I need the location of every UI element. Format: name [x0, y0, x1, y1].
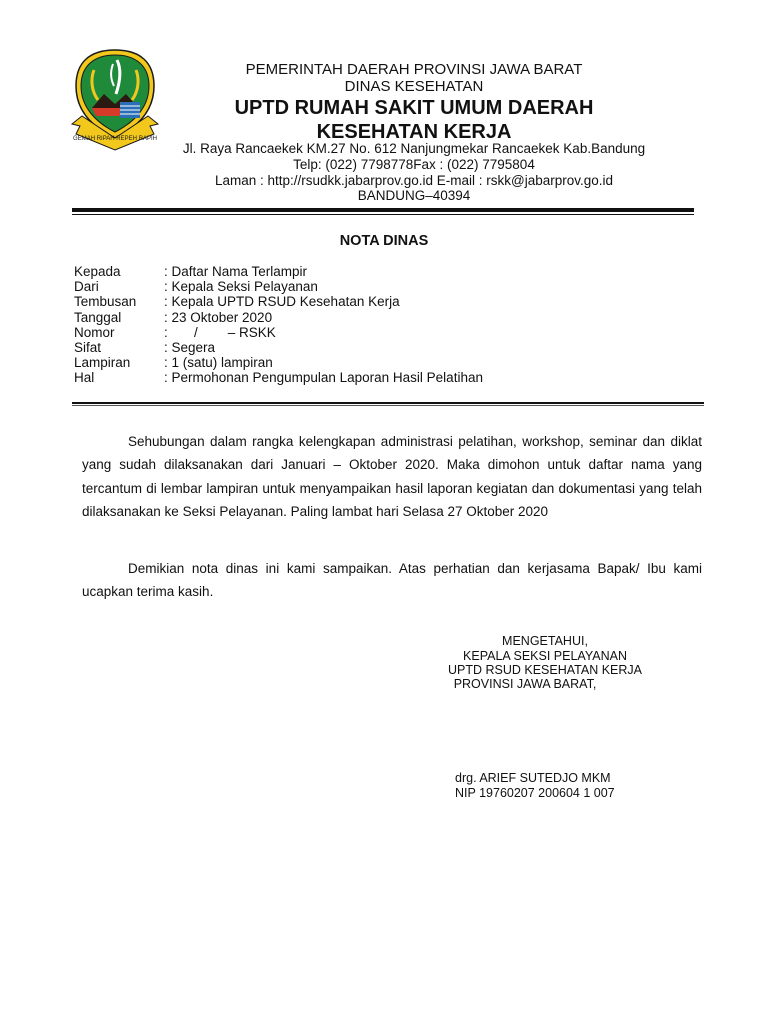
- meta-row-hal: [74, 370, 483, 385]
- body-paragraph-2: [82, 557, 702, 604]
- signatory-nip: NIP 19760207 200604 1 007: [455, 786, 615, 800]
- meta-label: Kepada: [74, 264, 121, 279]
- meta-row-tanggal: [74, 310, 483, 325]
- signature-unit: UPTD RSUD KESEHATAN KERJA: [447, 663, 642, 677]
- signature-position: KEPALA SEKSI PELAYANAN: [463, 649, 627, 663]
- header-hospital-name-line1: UPTD RUMAH SAKIT UMUM DAERAH: [234, 97, 594, 119]
- letterhead-divider-thick: [72, 208, 694, 212]
- header-address: Jl. Raya Rancaekek KM.27 No. 612 Nanjungmekar Rancaekek Kab.Bandung: [182, 141, 646, 156]
- meta-label: Nomor: [74, 324, 115, 340]
- body-paragraph-1: [82, 430, 702, 523]
- meta-value: : Kepala Seksi Pelayanan: [164, 279, 318, 295]
- meta-value: : 23 Oktober 2020: [164, 309, 273, 325]
- meta-label: Tembusan: [74, 294, 137, 310]
- paragraph-text: Demikian nota dinas ini kami sampaikan. Atas perhatian dan kerjasama Bapak/ Ibu kami ucapkan terima kasih.: [82, 561, 702, 600]
- signature-acknowledged: MENGETAHUI,: [502, 634, 588, 648]
- meta-row-lampiran: [74, 355, 483, 370]
- meta-label: Dari: [74, 279, 99, 295]
- signature-province: PROVINSI JAWA BARAT,: [453, 677, 597, 691]
- meta-value: : Permohonan Pengumpulan Laporan Hasil Pelatihan: [164, 370, 483, 386]
- paragraph-text: Sehubungan dalam rangka kelengkapan administrasi pelatihan, workshop, seminar dan diklat yang sudah dilaksanakan dari Januari – Oktober 2020. Maka dimohon untuk daftar nama yang tercantum di lembar lampiran untuk menyampaikan hasil laporan kegiatan dan dokumentasi yang telah dilaksanakan ke Seksi Pelayanan. Paling lambat hari Selasa 27 Oktober 2020: [82, 434, 702, 519]
- meta-row-kepada: [74, 264, 483, 279]
- document-title: NOTA DINAS: [339, 233, 429, 249]
- meta-value: : 1 (satu) lampiran: [164, 355, 273, 371]
- provincial-emblem-logo: [70, 46, 160, 154]
- meta-label: Lampiran: [74, 355, 131, 371]
- letterhead-divider-thin: [72, 214, 694, 215]
- memo-metadata: [74, 264, 483, 386]
- header-phone: Telp: (022) 7798778Fax : (022) 7795804: [293, 157, 535, 172]
- meta-label: Sifat: [74, 340, 102, 356]
- meta-row-nomor: [74, 325, 483, 340]
- signatory-name: drg. ARIEF SUTEDJO MKM: [455, 771, 611, 785]
- metadata-divider: [72, 402, 704, 404]
- meta-value: : / – RSKK: [164, 324, 276, 340]
- meta-row-tembusan: [74, 294, 483, 309]
- svg-text:GEMAH RIPAH REPEH RAPIH: GEMAH RIPAH REPEH RAPIH: [73, 136, 157, 142]
- meta-row-dari: [74, 279, 483, 294]
- header-web-email: Laman : http://rsudkk.jabarprov.go.id E-mail : rskk@jabarprov.go.id: [214, 173, 614, 188]
- meta-value: : Daftar Nama Terlampir: [164, 264, 308, 279]
- meta-value: : Kepala UPTD RSUD Kesehatan Kerja: [164, 294, 400, 310]
- meta-label: Hal: [74, 370, 95, 386]
- meta-value: : Segera: [164, 340, 216, 356]
- metadata-divider-thin: [72, 405, 704, 406]
- meta-label: Tanggal: [74, 309, 122, 325]
- header-hospital-name-line2: KESEHATAN KERJA: [316, 121, 512, 143]
- meta-row-sifat: [74, 340, 483, 355]
- header-city: BANDUNG–40394: [357, 188, 471, 203]
- header-agency-line: DINAS KESEHATAN: [344, 78, 484, 95]
- header-government-line: PEMERINTAH DAERAH PROVINSI JAWA BARAT: [245, 61, 583, 78]
